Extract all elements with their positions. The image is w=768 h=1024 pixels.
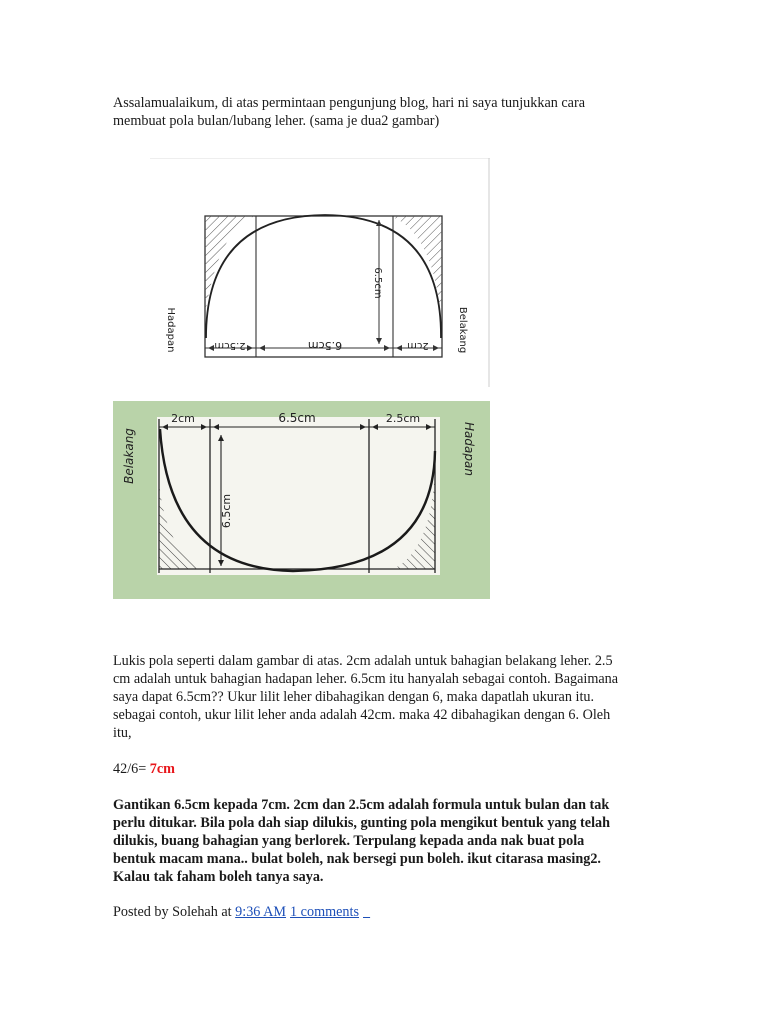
neckline-pattern-figure-bottom xyxy=(113,401,490,599)
instructions-line-3: saya dapat 6.5cm?? Ukur lilit leher dibahagikan dengan 6, maka dapatlah ukuran itu. xyxy=(113,689,595,705)
pattern-drawing-bottom xyxy=(113,401,490,599)
dim-left-label-top: 2.5cm xyxy=(214,340,246,351)
instructions-line-4: sebagai contoh, ukur lilit leher anda adalah 42cm. maka 42 dibahagikan dengan 6. Oleh xyxy=(113,707,611,723)
side-label-hadapan-bottom: Hadapan xyxy=(462,422,476,476)
bold-note-paragraph xyxy=(113,796,658,886)
bold-note-line-3: dilukis, buang bahagian yang berlorek. Terpulang kepada anda nak buat pola xyxy=(113,833,585,849)
dim-center-label-bottom: 6.5cm xyxy=(278,411,316,425)
pattern-drawing-top xyxy=(150,158,490,387)
bold-note-line-4: bentuk macam mana.. bulat boleh, nak bersegi pun boleh. ikut citarasa masing2. xyxy=(113,851,601,867)
formula-expression: 42/6= xyxy=(113,761,150,777)
posted-by-text: Posted by Solehah at xyxy=(113,904,236,920)
quick-edit-link[interactable] xyxy=(363,904,370,920)
side-label-hadapan-top: Hadapan xyxy=(165,307,176,353)
formula-line xyxy=(113,760,653,778)
post-time-link[interactable]: 9:36 AM xyxy=(235,904,287,920)
instructions-line-2: cm adalah untuk bahagian hadapan leher. 6.5cm itu hanyalah sebagai contoh. Bagaimana xyxy=(113,671,619,687)
bold-note-line-2: perlu ditukar. Bila pola dah siap dilukis, gunting pola mengikut bentuk yang telah xyxy=(113,815,610,831)
dim-center-label-top: 6.5cm xyxy=(307,339,343,352)
instructions-paragraph xyxy=(113,652,653,742)
dim-height-label-bottom: 6.5cm xyxy=(220,493,233,529)
side-label-belakang-bottom: Belakang xyxy=(122,428,136,484)
post-footer xyxy=(113,903,653,921)
dim-height-label-top: 6.5cm xyxy=(372,267,383,299)
comments-link[interactable]: 1 comments xyxy=(290,904,359,920)
dim-left-label-bottom: 2cm xyxy=(171,412,195,425)
bold-note-line-5: Kalau tak faham boleh tanya saya. xyxy=(113,869,324,885)
intro-line-1: Assalamualaikum, di atas permintaan pengunjung blog, hari ni saya tunjukkan cara xyxy=(113,95,585,111)
dim-right-label-bottom: 2.5cm xyxy=(385,412,421,425)
dim-right-label-top: 2cm xyxy=(407,340,429,351)
neckline-pattern-figure-top xyxy=(150,158,490,387)
bold-note-line-1: Gantikan 6.5cm kepada 7cm. 2cm dan 2.5cm adalah formula untuk bulan dan tak xyxy=(113,797,610,813)
instructions-line-1: Lukis pola seperti dalam gambar di atas. 2cm adalah untuk bahagian belakang leher. 2.5 xyxy=(113,653,613,669)
instructions-line-5: itu, xyxy=(113,725,132,741)
formula-result: 7cm xyxy=(149,761,175,777)
intro-line-2: membuat pola bulan/lubang leher. (sama je dua2 gambar) xyxy=(113,113,440,129)
side-label-belakang-top: Belakang xyxy=(457,306,468,354)
intro-paragraph xyxy=(113,94,653,130)
